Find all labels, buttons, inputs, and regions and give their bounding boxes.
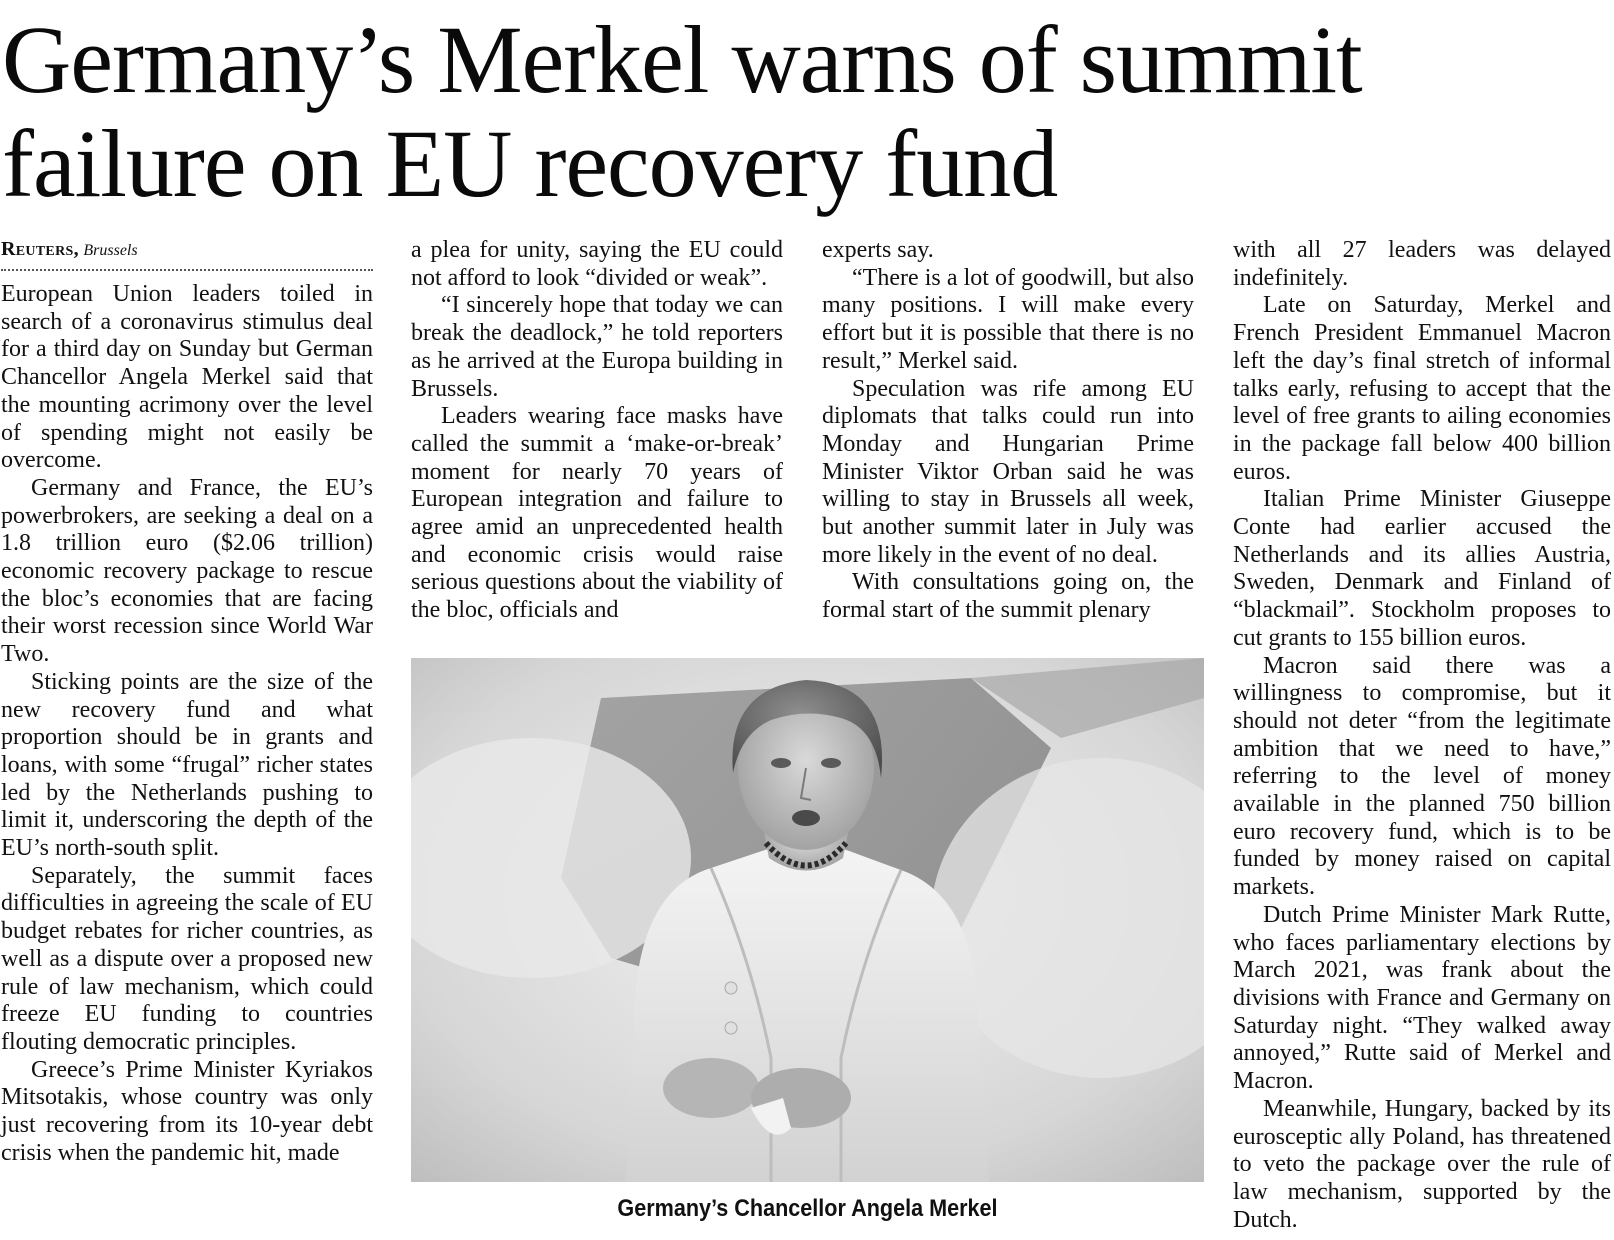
paragraph: European Union leaders toiled in search of a coronavirus stimulus deal for a third day on Sunday but German Chancellor Angela Merkel said that the mounting acrimony over the level of spending might not easily be overcome. — [1, 281, 373, 474]
byline — [1, 237, 373, 271]
photo-caption: Germany’s Chancellor Angela Merkel — [617, 1195, 998, 1222]
headline-line-1: Germany’s Merkel warns of summit — [2, 6, 1362, 113]
paragraph: Speculation was rife among EU diplomats that talks could run into Monday and Hungarian Prime Minister Viktor Orban said he was willing to stay in Brussels all week, but another summit later in July was more likely in the event of no deal. — [822, 375, 1194, 568]
paragraph: With consultations going on, the formal start of the summit plenary — [822, 569, 1194, 624]
headline-line-2: failure on EU recovery fund — [2, 110, 1058, 217]
article-column-1 — [1, 237, 373, 1168]
paragraph: Leaders wearing face masks have called the summit a ‘make-or-break’ moment for nearly 70 years of European integration and failure to agree amid an unprecedented health and economic crisis would raise serious questions about the viability of the bloc, officials and — [411, 403, 783, 624]
paragraph: Late on Saturday, Merkel and French President Emmanuel Macron left the day’s final stretch of informal talks early, refusing to accept that the level of free grants to ailing economies in the package fall below 400 billion euros. — [1233, 292, 1611, 485]
news-photo — [411, 658, 1204, 1182]
paragraph: “I sincerely hope that today we can break the deadlock,” he told reporters as he arrived at the Europa building in Brussels. — [411, 292, 783, 402]
paragraph: experts say. — [822, 237, 934, 263]
article-column-3 — [822, 237, 1194, 625]
paragraph: Separately, the summit faces difficulties in agreeing the scale of EU budget rebates for richer countries, as well as a dispute over a proposed new rule of law mechanism, which could freeze EU funding to countries flouting democratic principles. — [1, 862, 373, 1055]
paragraph: Sticking points are the size of the new recovery fund and what proportion should be in grants and loans, with some “frugal” richer states led by the Netherlands pushing to limit it, underscoring the depth of the EU’s north-south split. — [1, 668, 373, 862]
byline-agency: Reuters, — [1, 238, 79, 260]
paragraph: Meanwhile, Hungary, backed by its eurosceptic ally Poland, has threatened to veto the package over the rule of law mechanism, supported by the Dutch. — [1233, 1095, 1611, 1233]
article-column-2 — [411, 237, 783, 625]
paragraph: Greece’s Prime Minister Kyriakos Mitsotakis, whose country was only just recovering from its 10-year debt crisis when the pandemic hit, made — [1, 1056, 373, 1166]
paragraph: with all 27 leaders was delayed indefinitely. — [1233, 237, 1611, 291]
photo-illustration — [411, 658, 1204, 1182]
paragraph: a plea for unity, saying the EU could not afford to look “divided or weak”. — [411, 237, 783, 291]
headline — [2, 8, 1610, 216]
paragraph: Macron said there was a willingness to compromise, but it should not deter “from the legitimate ambition that we need to have,” referring to the level of money available in the planned 750 billion euro recovery fund, which is to be funded by money raised on capital markets. — [1233, 652, 1611, 901]
paragraph: Italian Prime Minister Giuseppe Conte had earlier accused the Netherlands and its allies Austria, Sweden, Denmark and Finland of “blackmail”. Stockholm proposes to cut grants to 155 billion euros. — [1233, 486, 1611, 651]
paragraph: “There is a lot of goodwill, but also many positions. I will make every effort but it is possible that there is no result,” Merkel said. — [822, 264, 1194, 374]
article-column-4 — [1233, 237, 1611, 1234]
byline-place: Brussels — [83, 242, 138, 259]
paragraph: Dutch Prime Minister Mark Rutte, who faces parliamentary elections by March 2021, was frank about the divisions with France and Germany on Saturday night. “They walked away annoyed,” Rutte said of Merkel and Macron. — [1233, 901, 1611, 1095]
paragraph: Germany and France, the EU’s powerbrokers, are seeking a deal on a 1.8 trillion euro ($2.06 trillion) economic recovery package to rescue the bloc’s economies that are facing their worst recession since World War Two. — [1, 474, 373, 668]
